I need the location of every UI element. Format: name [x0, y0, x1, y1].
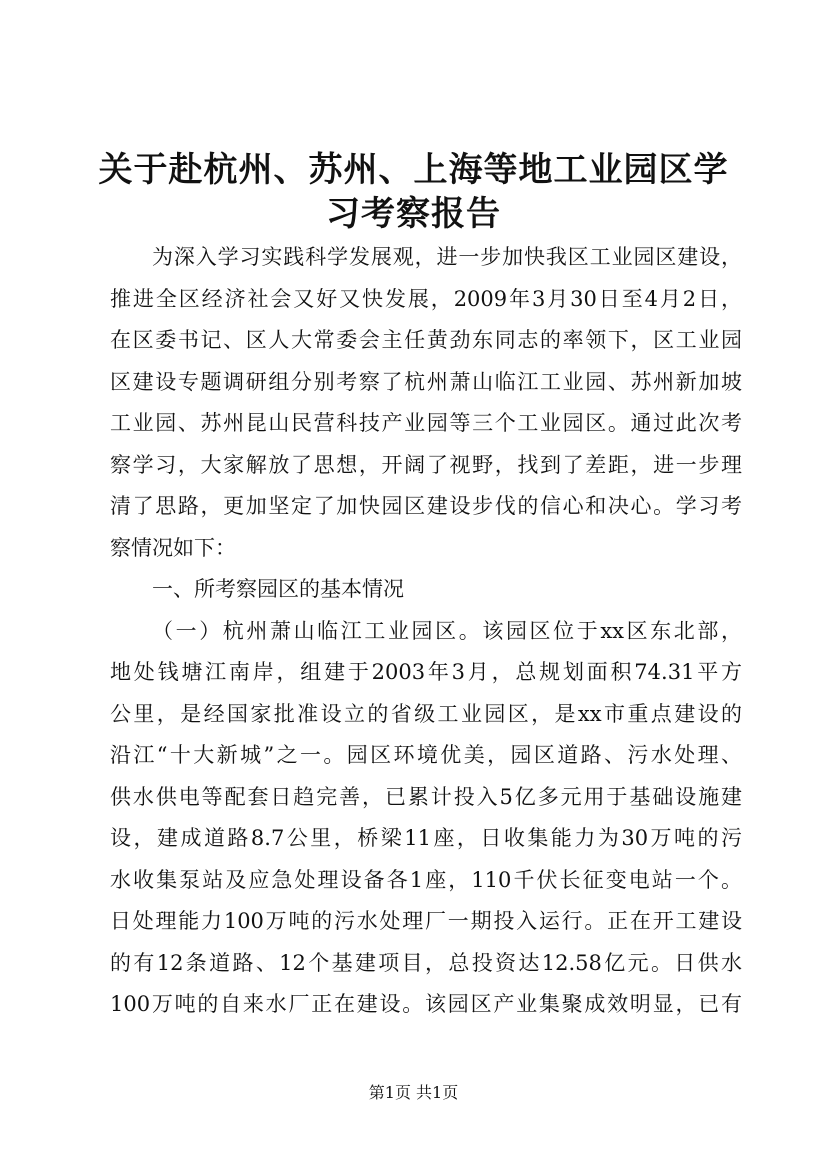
- paragraph-line: 设，建成道路8.7公里，桥梁11座，日收集能力为30万吨的污: [110, 826, 742, 850]
- paragraph-line: 区建设专题调研组分别考察了杭州萧山临江工业园、苏州新加坡: [110, 370, 742, 394]
- paragraph-line: （一）杭州萧山临江工业园区。该园区位于xx区东北部，: [152, 619, 742, 643]
- page-number: 第1页 共1页: [368, 1083, 459, 1102]
- paragraph-line: 日处理能力100万吨的污水处理厂一期投入运行。正在开工建设: [110, 909, 742, 933]
- paragraph-line: 供水供电等配套日趋完善，已累计投入5亿多元用于基础设施建: [110, 785, 742, 809]
- paragraph-line: 水收集泵站及应急处理设备各1座，110千伏长征变电站一个。: [110, 868, 742, 892]
- paragraph-line: 公里，是经国家批准设立的省级工业园区，是xx市重点建设的: [110, 702, 742, 726]
- section-heading: 一、所考察园区的基本情况: [152, 577, 404, 601]
- paragraph-line: 推进全区经济社会又好又快发展，2009年3月30日至4月2日，: [110, 287, 742, 311]
- paragraph-line: 为深入学习实践科学发展观，进一步加快我区工业园区建设，: [152, 245, 742, 269]
- paragraph-line: 工业园、苏州昆山民营科技产业园等三个工业园区。通过此次考: [110, 411, 742, 435]
- paragraph-line: 沿江“十大新城”之一。园区环境优美，园区道路、污水处理、: [110, 743, 742, 767]
- paragraph-line: 地处钱塘江南岸，组建于2003年3月，总规划面积74.31平方: [110, 660, 742, 684]
- paragraph-line: 的有12条道路、12个基建项目，总投资达12.58亿元。日供水: [110, 951, 742, 975]
- paragraph-line: 100万吨的自来水厂正在建设。该园区产业集聚成效明显，已有: [110, 992, 742, 1016]
- paragraph-line: 察情况如下：: [110, 536, 236, 560]
- paragraph-line: 察学习，大家解放了思想，开阔了视野，找到了差距，进一步理: [110, 453, 742, 477]
- paragraph-line: 在区委书记、区人大常委会主任黄劲东同志的率领下，区工业园: [110, 328, 742, 352]
- paragraph-line: 清了思路，更加坚定了加快园区建设步伐的信心和决心。学习考: [110, 494, 742, 518]
- document-title: 关于赴杭州、苏州、上海等地工业园区学习考察报告: [98, 150, 729, 234]
